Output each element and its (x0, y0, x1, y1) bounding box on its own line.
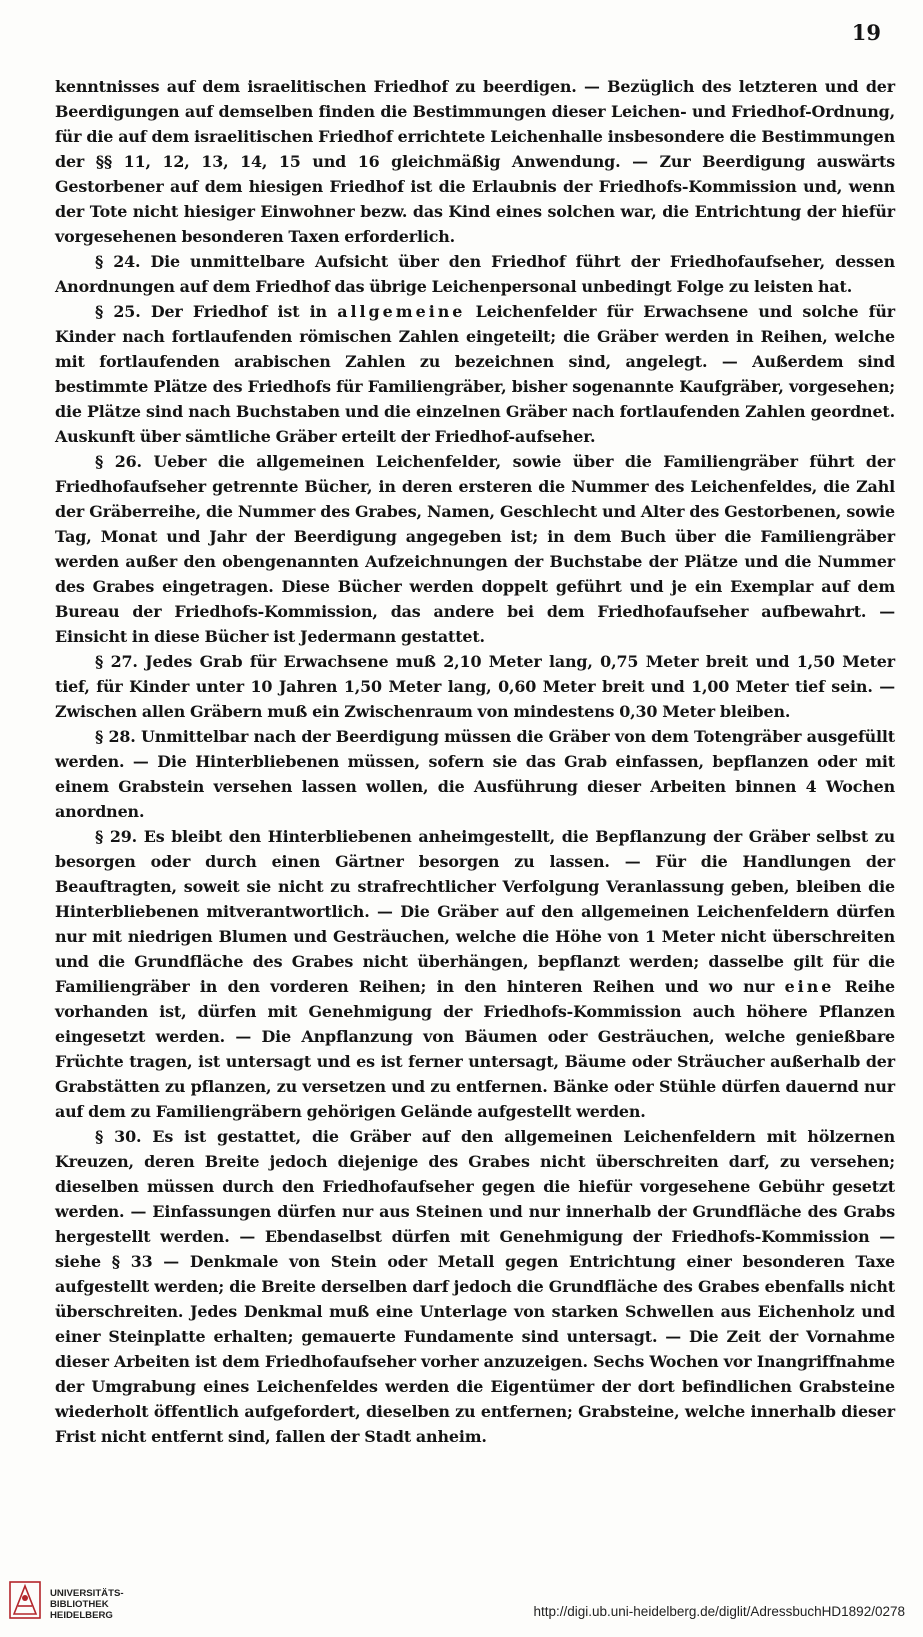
footer (0, 1570, 923, 1637)
emphasized-word: allgemeine (337, 302, 466, 321)
paragraph-section-29 (55, 824, 895, 1124)
paragraph-intro: kenntnisses auf dem israelitischen Friedhof zu beerdigen. — Bezüglich des letzteren und der Beerdigungen auf demselben finden die Bestimmungen dieser Leichen- und Friedhof-Ordnung, für die auf dem israelitischen Friedhof errichtete Leichenhalle insbesondere die Bestimmungen der §§ 11, 12, 13, 14, 15 und 16 gleichmäßig Anwendung. — Zur Beerdigung auswärts Gestorbener auf dem hiesigen Friedhof ist die Erlaubnis der Friedhofs-Kommission und, wenn der Tote nicht hiesiger Einwohner bezw. das Kind eines solchen war, die Entrichtung der hiefür vorgesehenen besonderen Taxen erforderlich. (55, 77, 895, 246)
paragraph-section-27: § 27. Jedes Grab für Erwachsene muß 2,10 Meter lang, 0,75 Meter breit und 1,50 Meter tief, für Kinder unter 10 Jahren 1,50 Meter lang, 0,60 Meter breit und 1,00 Meter tief sein. — Zwischen allen Gräbern muß ein Zwischenraum von mindestens 0,30 Meter bleiben. (55, 652, 895, 721)
paragraph-section-25 (55, 299, 895, 449)
paragraph-section-30: § 30. Es ist gestattet, die Gräber auf den allgemeinen Leichenfeldern mit hölzernen Kreuzen, deren Breite jedoch diejenige des Grabes nicht überschreiten darf, zu versehen; dieselben müssen durch den Friedhofaufseher gegen die hiefür vorgesehene Gebühr gesetzt werden. — Einfassungen dürfen nur aus Steinen und nur innerhalb der Grundfläche des Grabs hergestellt werden. — Ebendaselbst dürfen mit Genehmigung der Friedhofs-Kommission — siehe § 33 — Denkmale von Stein oder Metall gegen Entrichtung einer besonderen Taxe aufgestellt werden; die Breite derselben darf jedoch die Grundfläche des Grabes ebenfalls nicht überschreiten. Jedes Denkmal muß eine Unterlage von starken Schwellen aus Eichenholz und einer Steinplatte erhalten; gemauerte Fundamente sind untersagt. — Die Zeit der Vornahme dieser Arbeiten ist dem Friedhofaufseher vorher anzuzeigen. Sechs Wochen vor Inangriffnahme der Umgrabung eines Leichenfeldes werden die Eigentümer der dort befindlichen Grabsteine wiederholt öffentlich aufgefordert, dieselben zu entfernen; Grabsteine, welche innerhalb dieser Frist nicht entfernt sind, fallen der Stadt anheim. (55, 1127, 895, 1446)
source-url-link[interactable]: http://digi.ub.uni-heidelberg.de/diglit/AdressbuchHD1892/0278 (533, 1604, 905, 1619)
body-text (55, 74, 895, 1449)
page-number: 19 (851, 20, 881, 45)
paragraph-section-28: § 28. Unmittelbar nach der Beerdigung müssen die Gräber von dem Totengräber ausgefüllt werden. — Die Hinterbliebenen müssen, sofern sie das Grab einfassen, bepflanzen oder mit einem Grabstein versehen lassen wollen, die Ausführung dieser Arbeiten binnen 4 Wochen anordnen. (55, 727, 895, 821)
library-name-line-1: UNIVERSITÄTS- (50, 1588, 124, 1599)
section-25-text-start: § 25. Der Friedhof ist in (95, 302, 338, 321)
section-25-text-end: Leichenfelder für Erwachsene und solche für Kinder nach fortlaufenden römischen Zahlen eingeteilt; die Gräber werden in Reihen, welche mit fortlaufenden arabischen Zahlen zu bezeichnen sind, angelegt. — Außerdem sind bestimmte Plätze des Friedhofs für Familiengräber, bisher sogenannte Kaufgräber, vorgesehen; die Plätze sind nach Buchstaben und die einzelnen Gräber nach fortlaufenden Zahlen geordnet. Auskunft über sämtliche Gräber erteilt der Friedhof-aufseher. (55, 302, 895, 446)
paragraph-section-26: § 26. Ueber die allgemeinen Leichenfelder, sowie über die Familiengräber führt der Friedhofaufseher getrennte Bücher, in deren ersteren die Nummer des Leichenfeldes, die Zahl der Gräberreihe, die Nummer des Grabes, Namen, Geschlecht und Alter des Gestorbenen, sowie Tag, Monat und Jahr der Beerdigung angegeben ist; in dem Buch über die Familiengräber werden außer den obengenannten Aufzeichnungen der Buchstabe der Plätze und die Nummer des Grabes eingetragen. Diese Bücher werden doppelt geführt und je ein Exemplar auf dem Bureau der Friedhofs-Kommission, das andere bei dem Friedhofaufseher aufbewahrt. — Einsicht in diese Bücher ist Jedermann gestattet. (55, 452, 895, 646)
university-seal-icon (8, 1578, 44, 1622)
library-logo[interactable] (8, 1578, 153, 1628)
paragraph-section-24: § 24. Die unmittelbare Aufsicht über den Friedhof führt der Friedhofaufseher, dessen Anordnungen auf dem Friedhof das übrige Leichenpersonal unbedingt Folge zu leisten hat. (55, 252, 895, 296)
library-name-line-3: HEIDELBERG (50, 1610, 113, 1621)
emphasized-word: eine (784, 977, 835, 996)
section-29-text-start: § 29. Es bleibt den Hinterbliebenen anheimgestellt, die Bepflanzung der Gräber selbst zu besorgen oder durch einen Gärtner besorgen zu lassen. — Für die Handlungen der Beauftragten, soweit sie nicht zu strafrechtlicher Verfolgung Veranlassung geben, bleiben die Hinterbliebenen mitverantwortlich. — Die Gräber auf den allgemeinen Leichenfeldern dürfen nur mit niedrigen Blumen und Gesträuchen, welche die Höhe von 1 Meter nicht überschreiten und die Grundfläche des Grabes nicht überhängen, bepflanzt werden; dasselbe gilt für die Familiengräber in den vorderen Reihen; in den hinteren Reihen und wo nur (55, 827, 895, 996)
section-29-text-end: Reihe vorhanden ist, dürfen mit Genehmigung der Friedhofs-Kommission auch höhere Pflanzen eingesetzt werden. — Die Anpflanzung von Bäumen oder Gesträuchen, welche genießbare Früchte tragen, ist untersagt und es ist ferner untersagt, Bäume oder Sträucher außerhalb der Grabstätten zu pflanzen, zu versetzen und zu entfernen. Bänke oder Stühle dürfen dauernd nur auf dem zu Familiengräbern gehörigen Gelände aufgestellt werden. (55, 977, 895, 1121)
library-name-line-2: BIBLIOTHEK (50, 1599, 109, 1610)
library-name (50, 1588, 124, 1621)
